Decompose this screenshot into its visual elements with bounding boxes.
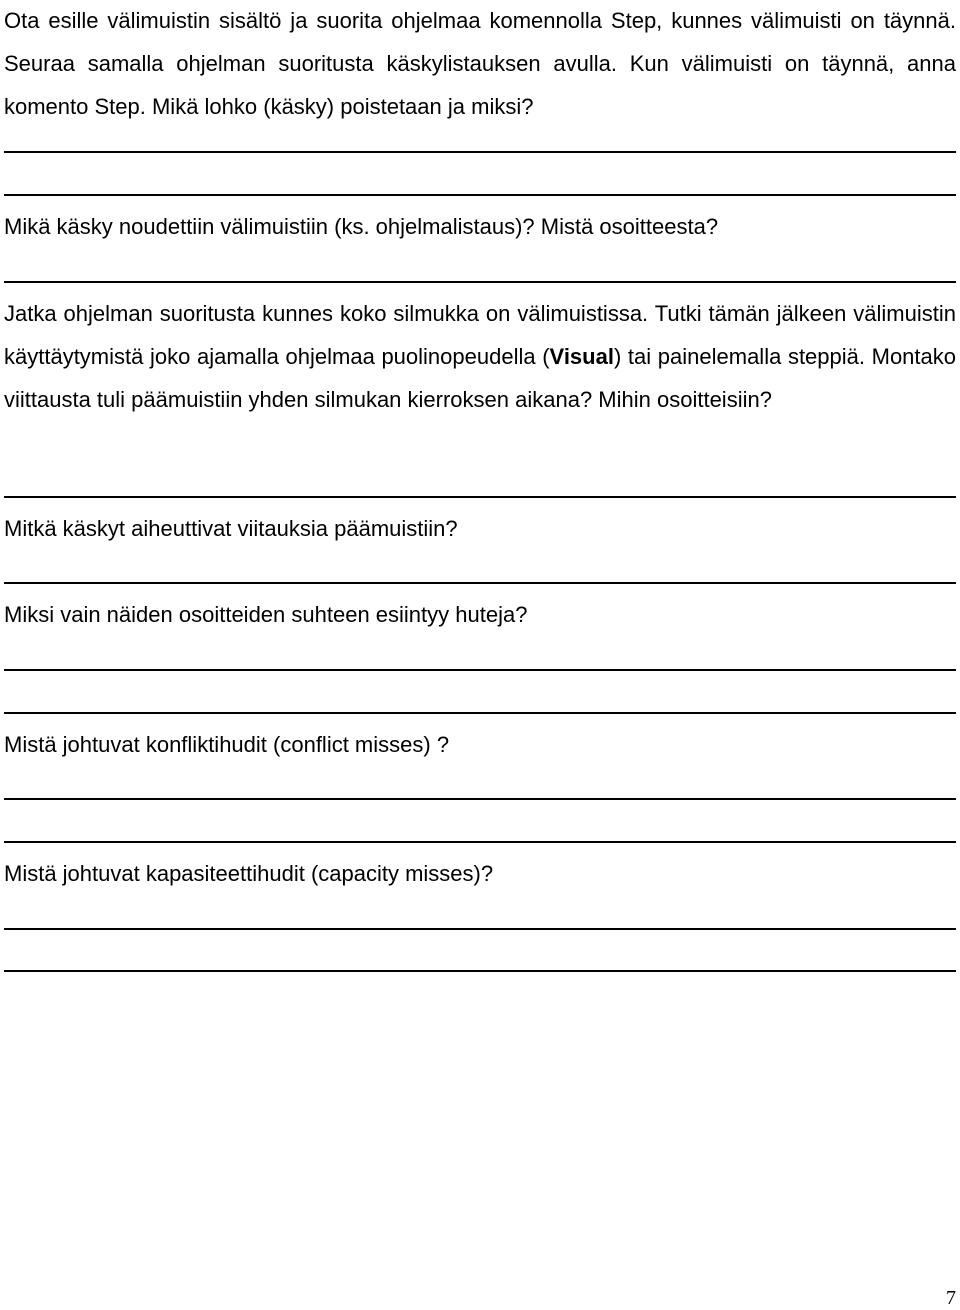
answer-line	[4, 151, 956, 153]
answer-line	[4, 928, 956, 930]
answer-line	[4, 798, 956, 800]
answer-line	[4, 669, 956, 671]
question-fetched: Mikä käsky noudettiin välimuistiin (ks. ohjelmalistaus)? Mistä osoitteesta?	[4, 214, 719, 239]
answer-line	[4, 712, 956, 714]
visual-keyword: Visual	[549, 344, 614, 369]
study-text-1: Jatka ohjelman suoritusta kunnes koko silmukka on välimuistissa. Tutki tämän jälkeen välimuistin käyttäytymistä joko ajamalla ohjelmaa puolinopeudella (	[4, 301, 956, 369]
answer-line	[4, 841, 956, 843]
answer-line	[4, 970, 956, 972]
answer-line	[4, 194, 956, 196]
study-text-2: ) tai painelemalla steppiä. Montako viittausta tuli päämuistiin yhden silmukan kierroksen aikana? Mihin osoitteisiin?	[4, 344, 956, 412]
question-why-hits: Miksi vain näiden osoitteiden suhteen esiintyy huteja?	[4, 602, 528, 627]
answer-line	[4, 281, 956, 283]
question-which-instructions: Mitkä käskyt aiheuttivat viitauksia päämuistiin?	[4, 516, 458, 541]
answer-line	[4, 496, 956, 498]
page-number: 7	[946, 1287, 956, 1309]
question-conflict-misses: Mistä johtuvat konfliktihudit (conflict misses) ?	[4, 732, 450, 757]
intro-paragraph: Ota esille välimuistin sisältö ja suorita ohjelmaa komennolla Step, kunnes välimuisti on täynnä. Seuraa samalla ohjelman suoritusta käskylistauksen avulla. Kun välimuisti on täynnä, anna komento Step. Mikä lohko (käsky) poistetaan ja miksi?	[4, 8, 956, 119]
study-paragraph	[4, 292, 956, 421]
question-capacity-misses: Mistä johtuvat kapasiteettihudit (capacity misses)?	[4, 861, 494, 886]
answer-line	[4, 582, 956, 584]
